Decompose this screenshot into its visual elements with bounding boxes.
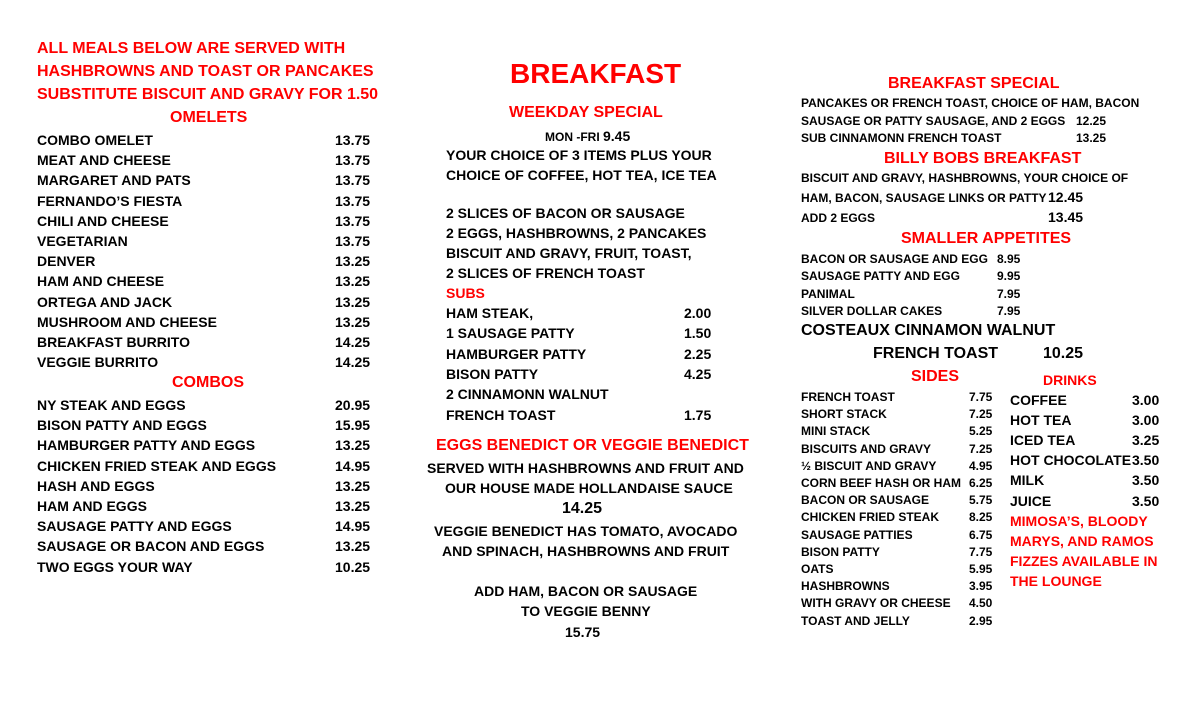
side-item-name: ½ BISCUIT AND GRAVY: [801, 458, 937, 473]
omelet-item-name: BREAKFAST BURRITO: [37, 334, 190, 350]
combo-item-name: BISON PATTY AND EGGS: [37, 417, 207, 434]
combo-item-name: CHICKEN FRIED STEAK AND EGGS: [37, 457, 277, 474]
items-line-4: 2 SLICES OF FRENCH TOAST: [446, 265, 645, 281]
billy-line-1: BISCUIT AND GRAVY, HASHBROWNS, YOUR CHOICE OF: [801, 171, 1129, 185]
lounge-line-2: MARYS, AND RAMOS: [1010, 533, 1154, 549]
sub-item-price: 2.00: [684, 305, 712, 321]
weekday-price: 9.45: [603, 128, 631, 144]
subs-heading: SUBS: [446, 285, 485, 301]
omelet-item-price: 13.75: [335, 172, 371, 189]
side-item-name: BISON PATTY: [801, 544, 880, 559]
weekday-line-1: YOUR CHOICE OF 3 ITEMS PLUS YOUR: [446, 147, 712, 163]
side-item-name: BACON OR SAUSAGE: [801, 493, 930, 508]
drink-item-price: 3.50: [1132, 472, 1160, 489]
billy-line-2: HAM, BACON, SAUSAGE LINKS OR PATTY: [801, 191, 1047, 205]
combo-item-price: 15.95: [335, 417, 371, 434]
weekday-days-text: MON -FRI: [545, 130, 600, 144]
benedict-heading: EGGS BENEDICT OR VEGGIE BENEDICT: [436, 437, 749, 454]
omelet-item-name: MARGARET AND PATS: [37, 172, 191, 189]
omelet-item-price: 13.25: [335, 293, 371, 310]
sub-item-price: 4.25: [684, 365, 712, 382]
sub-cinnamon-price: 13.25: [1076, 131, 1107, 145]
side-item-name: SAUSAGE PATTIES: [801, 527, 913, 542]
special-line-2: SAUSAGE OR PATTY SAUSAGE, AND 2 EGGS: [801, 114, 1066, 128]
omelet-item-name: HAM AND CHEESE: [37, 273, 165, 290]
billy-heading: BILLY BOBS BREAKFAST: [884, 150, 1082, 167]
smaller-item-name: SILVER DOLLAR CAKES: [801, 304, 943, 319]
omelet-item-name: FERNANDO’S FIESTA: [37, 192, 183, 209]
omelet-item-name: VEGGIE BURRITO: [37, 354, 159, 371]
sides-heading: SIDES: [911, 368, 960, 385]
weekday-heading: WEEKDAY SPECIAL: [509, 104, 663, 121]
sub-item-name: 2 CINNAMONN WALNUT: [446, 386, 609, 403]
intro-line-2: HASHBROWNS AND TOAST OR PANCAKES: [37, 63, 374, 80]
special-line-1: PANCAKES OR FRENCH TOAST, CHOICE OF HAM, BACON: [801, 96, 1140, 110]
drink-item-price: 3.50: [1132, 492, 1160, 509]
smaller-item-name: PANIMAL: [801, 286, 855, 301]
side-item-price: 2.95: [969, 613, 993, 628]
add-eggs-price: 13.45: [1048, 209, 1084, 225]
costeaux-line-2: FRENCH TOAST: [873, 345, 999, 362]
combo-item-price: 20.95: [335, 397, 371, 413]
side-item-price: 8.25: [969, 510, 993, 525]
drinks-heading: DRINKS: [1043, 372, 1097, 388]
costeaux-line-1: COSTEAUX CINNAMON WALNUT: [801, 322, 1056, 339]
benedict-price: 14.25: [562, 500, 603, 517]
weekday-line-2: CHOICE OF COFFEE, HOT TEA, ICE TEA: [446, 167, 717, 183]
smaller-item-name: BACON OR SAUSAGE AND EGG: [801, 252, 988, 266]
side-item-price: 5.95: [969, 562, 993, 576]
side-item-name: CHICKEN FRIED STEAK: [801, 510, 940, 525]
veggie-line-2: AND SPINACH, HASHBROWNS AND FRUIT: [442, 543, 730, 559]
sub-item-price: 2.25: [684, 345, 712, 362]
intro-line-1: ALL MEALS BELOW ARE SERVED WITH: [37, 40, 346, 57]
side-item-price: 6.75: [969, 527, 993, 542]
side-item-name: SHORT STACK: [801, 407, 887, 422]
intro-line-3: SUBSTITUTE BISCUIT AND GRAVY FOR 1.50: [37, 86, 379, 103]
combo-item-name: NY STEAK AND EGGS: [37, 397, 186, 413]
combo-item-name: HAMBURGER PATTY AND EGGS: [37, 437, 256, 454]
sub-item-name: HAM STEAK,: [446, 305, 534, 321]
drink-item-name: HOT CHOCOLATE: [1010, 452, 1132, 469]
omelet-item-price: 13.75: [335, 212, 371, 229]
side-item-price: 3.95: [969, 579, 993, 594]
side-item-name: TOAST AND JELLY: [801, 613, 910, 628]
combo-item-name: SAUSAGE OR BACON AND EGGS: [37, 538, 265, 555]
veggie-line-1: VEGGIE BENEDICT HAS TOMATO, AVOCADO: [434, 523, 738, 539]
add-price: 15.75: [565, 624, 601, 640]
smaller-item-price: 7.95: [997, 286, 1021, 301]
sub-item-name: FRENCH TOAST: [446, 406, 556, 423]
items-line-2: 2 EGGS, HASHBROWNS, 2 PANCAKES: [446, 225, 707, 241]
add-line-1: ADD HAM, BACON OR SAUSAGE: [474, 583, 698, 599]
combo-item-price: 13.25: [335, 538, 371, 555]
lounge-line-1: MIMOSA’S, BLOODY: [1010, 513, 1148, 529]
side-item-price: 5.75: [969, 493, 993, 508]
omelet-item-price: 14.25: [335, 354, 371, 371]
side-item-name: BISCUITS AND GRAVY: [801, 441, 932, 456]
lounge-line-3: FIZZES AVAILABLE IN: [1010, 553, 1158, 569]
costeaux-price: 10.25: [1043, 345, 1084, 362]
items-line-3: BISCUIT AND GRAVY, FRUIT, TOAST,: [446, 245, 692, 261]
smaller-item-price: 9.95: [997, 269, 1021, 284]
sub-item-name: BISON PATTY: [446, 365, 539, 382]
smaller-item-price: 7.95: [997, 304, 1021, 319]
omelet-item-name: MEAT AND CHEESE: [37, 152, 171, 169]
side-item-price: 7.25: [969, 441, 993, 456]
combo-item-name: TWO EGGS YOUR WAY: [37, 558, 193, 575]
smaller-heading: SMALLER APPETITES: [901, 230, 1072, 247]
omelet-item-name: MUSHROOM AND CHEESE: [37, 313, 217, 330]
side-item-name: CORN BEEF HASH OR HAM: [801, 476, 962, 490]
omelet-item-name: CHILI AND CHEESE: [37, 212, 169, 229]
drink-item-price: 3.00: [1132, 412, 1160, 429]
combo-item-name: HASH AND EGGS: [37, 477, 155, 494]
add-line-2: TO VEGGIE BENNY: [521, 603, 651, 619]
side-item-price: 7.75: [969, 390, 993, 404]
side-item-price: 7.75: [969, 544, 993, 559]
side-item-name: WITH GRAVY OR CHEESE: [801, 596, 951, 611]
sub-item-name: 1 SAUSAGE PATTY: [446, 325, 575, 342]
sub-item-price: 1.75: [684, 406, 712, 423]
omelet-item-name: ORTEGA AND JACK: [37, 293, 173, 310]
side-item-price: 7.25: [969, 407, 993, 422]
add-eggs: ADD 2 EGGS: [801, 211, 876, 225]
side-item-price: 6.25: [969, 476, 993, 490]
omelet-item-name: VEGETARIAN: [37, 233, 128, 249]
side-item-price: 5.25: [969, 424, 993, 439]
omelet-item-price: 13.75: [335, 132, 371, 148]
items-line-1: 2 SLICES OF BACON OR SAUSAGE: [446, 205, 685, 221]
drink-item-name: ICED TEA: [1010, 432, 1076, 449]
omelet-item-price: 13.25: [335, 313, 371, 330]
side-item-name: FRENCH TOAST: [801, 390, 895, 404]
billy-price: 12.45: [1048, 189, 1084, 205]
benedict-line-1: SERVED WITH HASHBROWNS AND FRUIT AND: [427, 460, 744, 476]
combo-item-price: 13.25: [335, 477, 371, 494]
omelet-item-name: COMBO OMELET: [37, 132, 153, 148]
omelets-heading: OMELETS: [170, 109, 248, 126]
combo-item-price: 13.25: [335, 498, 371, 514]
combo-item-price: 14.95: [335, 518, 371, 535]
combo-item-price: 14.95: [335, 457, 371, 474]
combo-item-price: 13.25: [335, 437, 371, 454]
drink-item-price: 3.25: [1132, 432, 1160, 449]
smaller-item-name: SAUSAGE PATTY AND EGG: [801, 269, 960, 284]
special-price: 12.25: [1076, 114, 1107, 128]
combos-heading: COMBOS: [172, 374, 244, 391]
side-item-name: HASHBROWNS: [801, 579, 890, 594]
drink-item-name: MILK: [1010, 472, 1045, 489]
side-item-name: MINI STACK: [801, 424, 871, 439]
omelet-item-name: DENVER: [37, 253, 96, 270]
side-item-name: OATS: [801, 562, 834, 576]
omelet-item-price: 13.75: [335, 192, 371, 209]
benedict-line-2: OUR HOUSE MADE HOLLANDAISE SAUCE: [445, 480, 733, 496]
omelet-item-price: 13.75: [335, 233, 371, 249]
omelet-item-price: 14.25: [335, 334, 371, 350]
menu-title: BREAKFAST: [510, 58, 682, 89]
drink-item-name: HOT TEA: [1010, 412, 1072, 429]
omelet-item-price: 13.75: [335, 152, 371, 169]
smaller-item-price: 8.95: [997, 252, 1021, 266]
drink-item-price: 3.00: [1132, 392, 1160, 408]
drink-item-name: JUICE: [1010, 492, 1052, 509]
side-item-price: 4.50: [969, 596, 993, 611]
drink-item-name: COFFEE: [1010, 392, 1067, 408]
special-heading: BREAKFAST SPECIAL: [888, 75, 1060, 92]
combo-item-price: 10.25: [335, 558, 371, 575]
drink-item-price: 3.50: [1132, 452, 1160, 469]
lounge-line-4: THE LOUNGE: [1010, 573, 1102, 589]
combo-item-name: SAUSAGE PATTY AND EGGS: [37, 518, 232, 535]
sub-cinnamon: SUB CINNAMONN FRENCH TOAST: [801, 131, 1002, 145]
omelet-item-price: 13.25: [335, 253, 371, 270]
combo-item-name: HAM AND EGGS: [37, 498, 147, 514]
weekday-days: [545, 128, 630, 144]
omelet-item-price: 13.25: [335, 273, 371, 290]
side-item-price: 4.95: [969, 458, 993, 473]
sub-item-price: 1.50: [684, 325, 712, 342]
sub-item-name: HAMBURGER PATTY: [446, 345, 587, 362]
